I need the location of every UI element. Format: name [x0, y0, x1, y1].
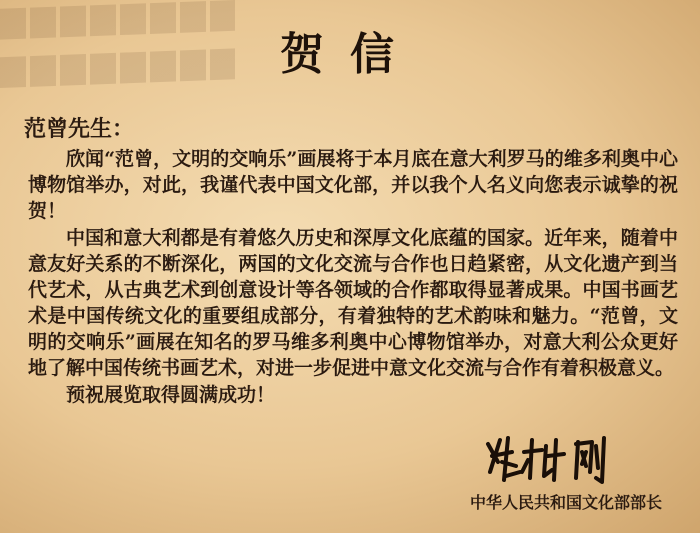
salutation: 范曾先生： [24, 117, 135, 142]
paragraph-cultural-exchange: 中国和意大利都是有着悠久历史和深厚文化底蕴的国家。近年来，随着中意友好关系的不断深化，两国的文化交流与合作也日趋紧密，从文化遗产到当代艺术，从古典艺术到创意设计等各领域的合作都取得显著成果。中国书画艺术是中国传统文化的重要组成部分，有着独特的艺术韵味和魅力。“范曾，文明的交响乐”画展在知名的罗马维多利奥中心博物馆举办，对意大利公众更好地了解中国传统书画艺术，对进一步促进中意文化交流与合作有着积极意义。 [28, 227, 678, 379]
handwritten-signature [442, 432, 672, 492]
paragraph-closing-wish: 预祝展览取得圆满成功！ [66, 384, 276, 406]
letter-title: 贺信 [280, 29, 420, 80]
letter-body [28, 146, 678, 409]
paragraph-congratulation: 欣闻“范曾，文明的交响乐”画展将于本月底在意大利罗马的维多利奥中心博物馆举办，对此，我谨代表中国文化部，并以我个人名义向您表示诚挚的祝贺！ [28, 148, 678, 222]
signer-title: 中华人民共和国文化部部长 [469, 493, 662, 512]
signature-icon [482, 432, 632, 488]
